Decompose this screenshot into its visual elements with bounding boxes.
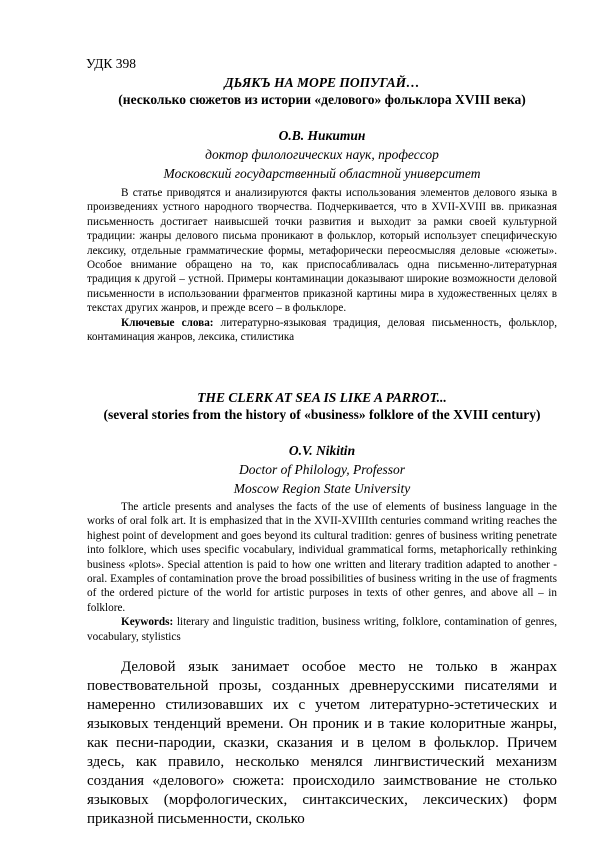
ru-author: О.В. Никитин <box>278 128 366 143</box>
en-author: O.V. Nikitin <box>288 443 356 458</box>
body-text-block <box>87 658 557 829</box>
en-keywords: literary and linguistic tradition, business writing, folklore, contamination of genres, vocabulary, stylistics <box>87 616 558 643</box>
ru-keywords-line <box>87 316 557 345</box>
udc-code: УДК 398 <box>86 56 137 71</box>
en-subtitle: (several stories from the history of «business» folklore of the XVIII century) <box>103 407 541 422</box>
ru-title: ДЬЯКЪ НА МОРЕ ПОПУГАЙ… <box>224 75 420 90</box>
en-degree: Doctor of Philology, Professor <box>239 462 405 477</box>
ru-degree: доктор филологических наук, профессор <box>205 147 439 162</box>
ru-author-block <box>87 127 557 182</box>
en-author-block <box>87 442 557 497</box>
ru-keywords-label: Ключевые слова: <box>121 316 214 329</box>
en-affiliation: Moscow Region State University <box>233 481 411 496</box>
en-header <box>87 389 557 423</box>
en-keywords-label: Keywords: <box>121 616 174 629</box>
en-keywords-line <box>87 615 557 644</box>
body-paragraph: Деловой язык занимает особое место не только в жанрах повествовательной прозы, созданных древнерусскими писателями и намеренно стилизовавших их с учетом литературно-эстетических и языковых тенденций времени. Он проник и в такие колоритные жанры, как песни-пародии, сказки, сказания и в целом в фольклор. Причем здесь, как правило, несколько менялся лингвистический механизм создания «делового» сюжета: происходило заимствование не столько языковых (морфологических, синтаксических, лексических) форм приказной письменности, сколько <box>87 659 557 827</box>
ru-affiliation: Московский государственный областной университет <box>163 166 481 181</box>
ru-header <box>87 74 557 108</box>
ru-keywords: литературно-языковая традиция, деловая письменность, фольклор, контаминация жанров, лексика, стилистика <box>87 316 557 344</box>
en-abstract: The article presents and analyses the facts of the use of elements of business language in the works of oral folk art. It is emphasized that in the XVII-XVIIIth centuries command writing reaches the highest point of development and goes beyond its cultural tradition: genres of business writing penetrate into folklore, which uses specific vocabulary, individual grammatical forms, metaphorically rethinking business «plots». Special attention is paid to how one written and literary tradition adapted to another - oral. Examples of contamination prove the broad possibilities of business writing in the use of fragments of the ordered picture of the world for artistic purposes in texts of other genres, and above all – in folklore. <box>87 501 557 614</box>
en-title: THE CLERK AT SEA IS LIKE A PARROT... <box>197 390 447 405</box>
ru-abstract: В статье приводятся и анализируются факты использования элементов делового языка в произведениях устного народного творчества. Подчеркивается, что в XVII-XVIII вв. приказная письменность достигает наивысшей точки развития и выходит за рамки своей культурной традиции: жанры делового письма проникают в фольклор, который использует специфическую лексику, отдельные грамматические формы, метафорически переосмысляя деловые «сюжеты». Особое внимание обращено на то, как приспосабливалась одна письменно-литературная традиция к другой – устной. Примеры контаминации доказывают широкие возможности деловой письменности в использовании фрагментов приказной картины мира в художественных целях в текстах других жанров, и прежде всего – в фольклоре. <box>87 187 557 315</box>
ru-abstract-block <box>87 186 557 344</box>
ru-subtitle: (несколько сюжетов из истории «делового» фольклора XVIII века) <box>118 92 526 107</box>
en-abstract-block <box>87 500 557 644</box>
